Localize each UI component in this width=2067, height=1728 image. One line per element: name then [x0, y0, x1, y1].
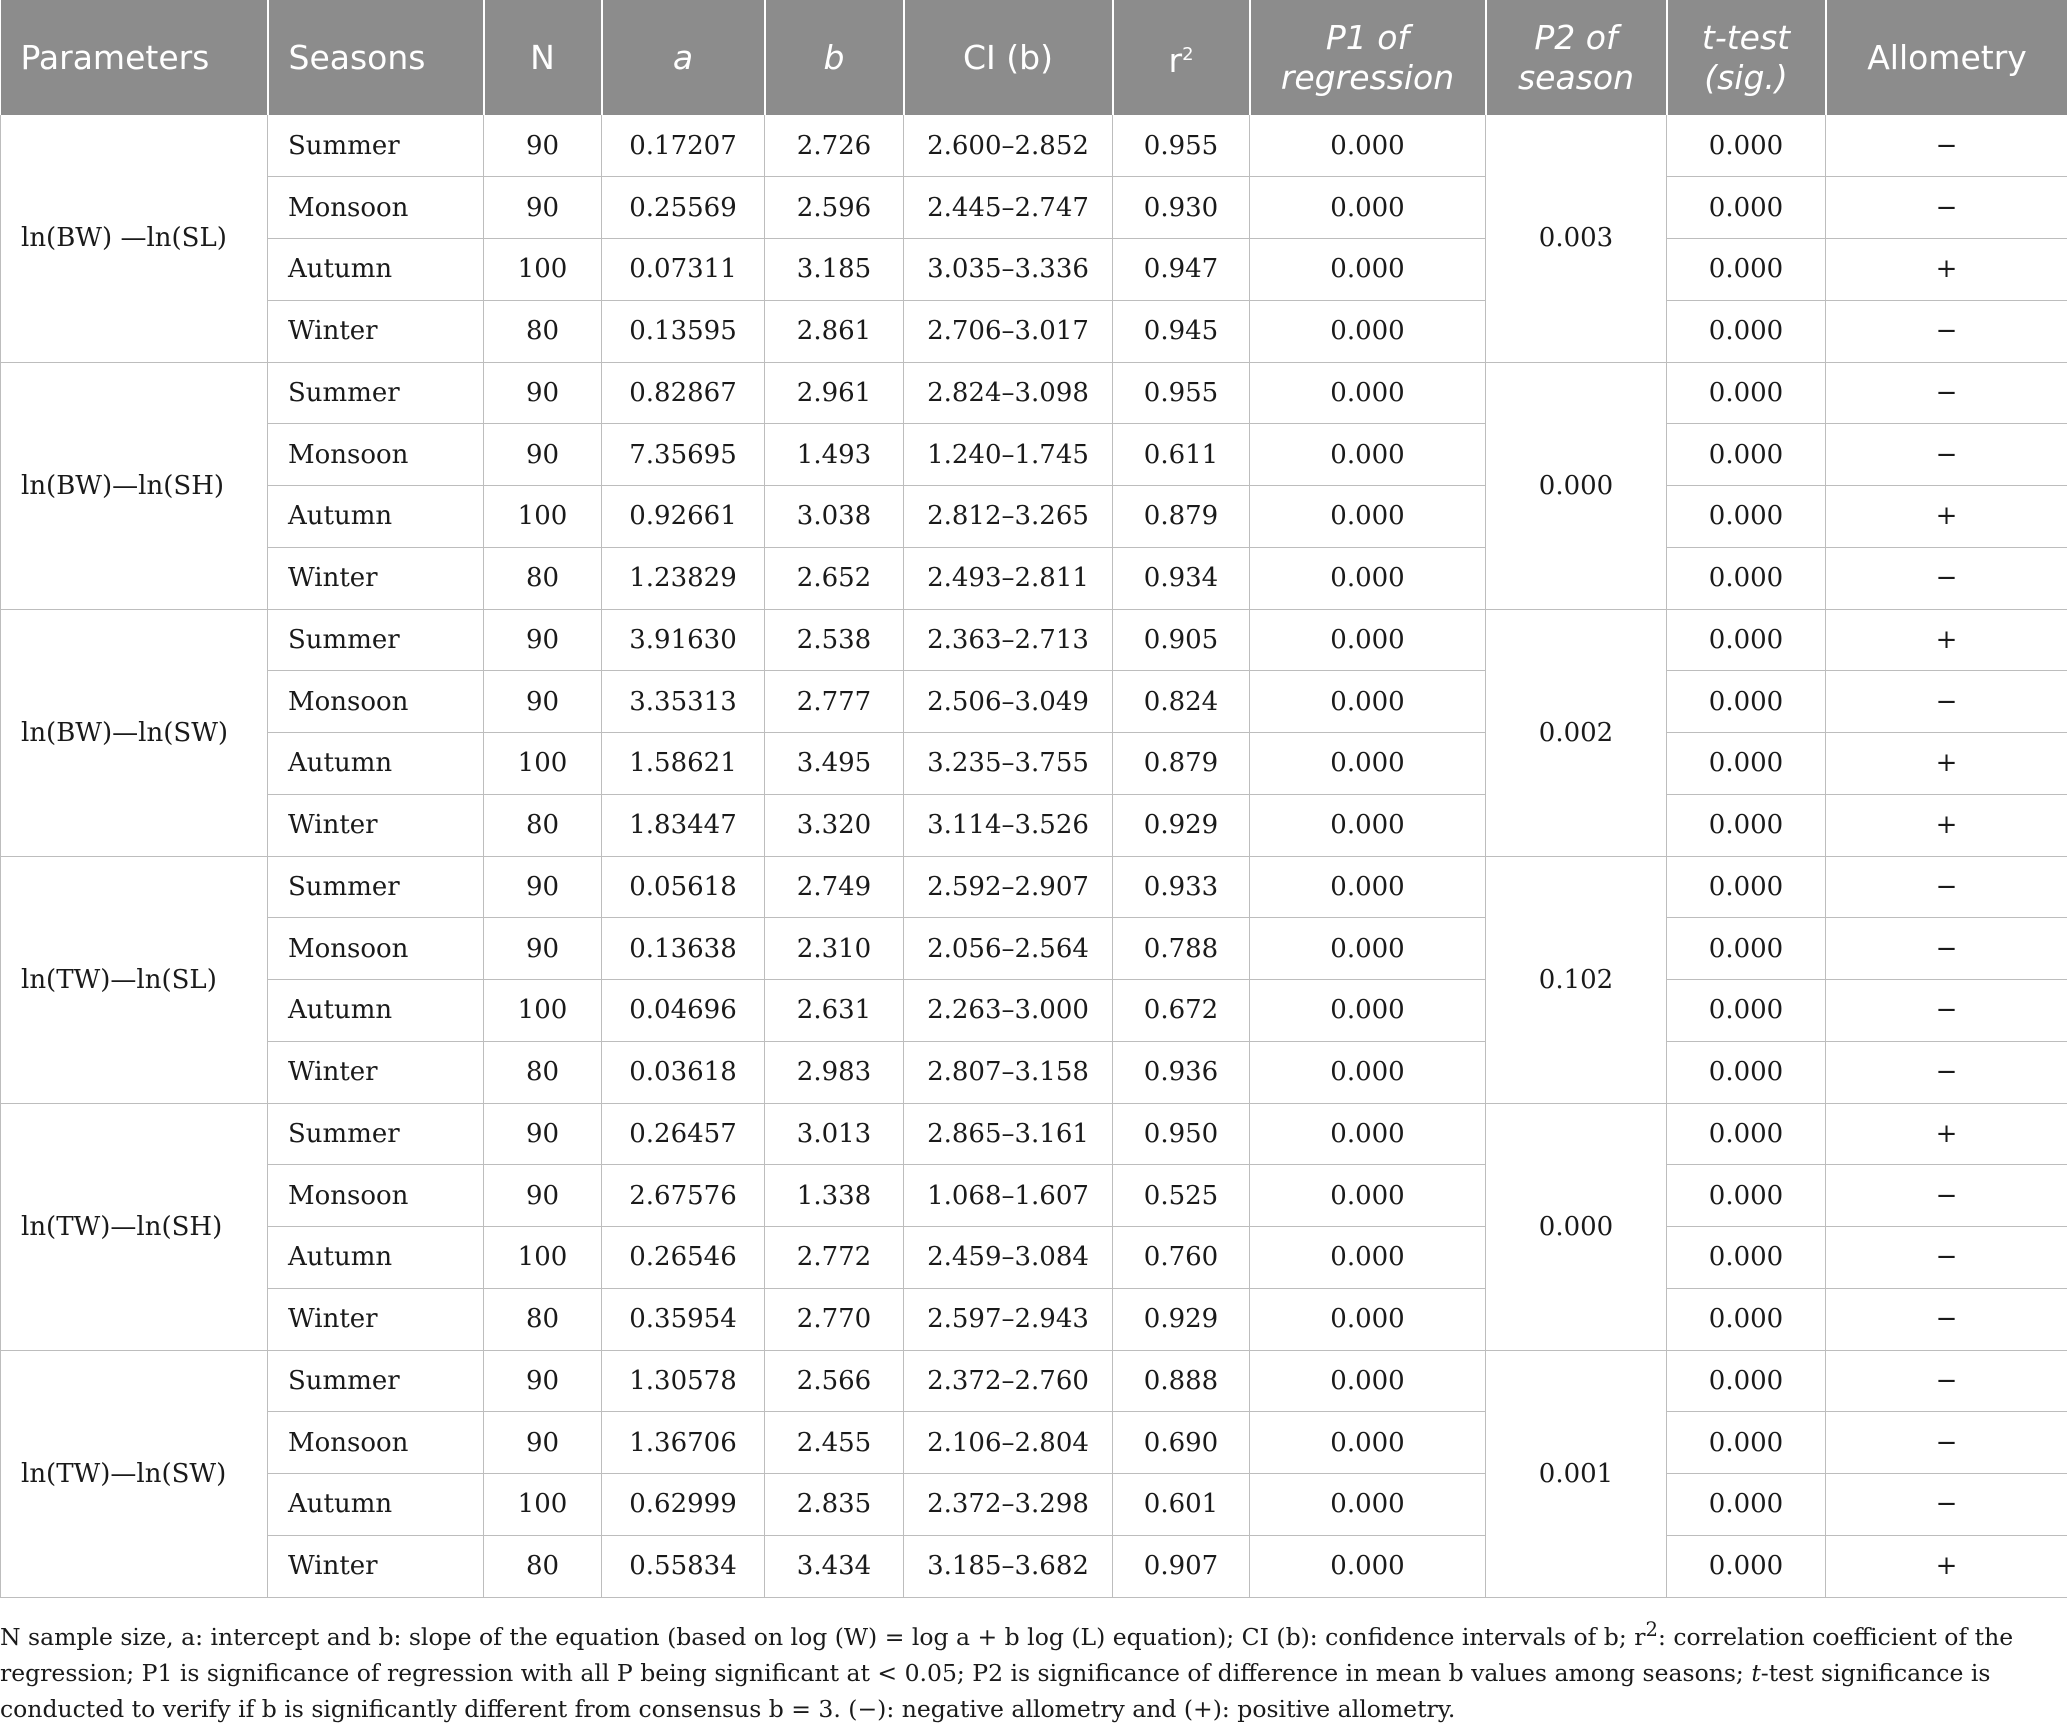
- footnote-italic: t: [1751, 1658, 1761, 1687]
- table-row: [1, 671, 2067, 733]
- p1-cell: 0.000: [1250, 733, 1486, 795]
- allometry-cell: −: [1826, 1288, 2067, 1350]
- r2-cell: 0.945: [1113, 300, 1250, 362]
- p2-cell: 0.001: [1486, 1350, 1667, 1597]
- season-cell: Summer: [268, 362, 484, 424]
- a-cell: 0.92661: [602, 486, 765, 548]
- ttest-cell: 0.000: [1667, 856, 1826, 918]
- header-ttest-line2: (sig.): [1704, 57, 1788, 97]
- season-cell: Autumn: [268, 486, 484, 548]
- season-cell: Autumn: [268, 1474, 484, 1536]
- allometry-cell: −: [1826, 918, 2067, 980]
- table-row: [1, 1350, 2067, 1412]
- season-cell: Summer: [268, 1103, 484, 1165]
- allometry-cell: −: [1826, 1412, 2067, 1474]
- r2-cell: 0.824: [1113, 671, 1250, 733]
- ci-cell: 2.506–3.049: [904, 671, 1113, 733]
- ci-cell: 2.106–2.804: [904, 1412, 1113, 1474]
- allometry-cell: +: [1826, 1103, 2067, 1165]
- ci-cell: 2.592–2.907: [904, 856, 1113, 918]
- a-cell: 0.07311: [602, 239, 765, 301]
- n-cell: 100: [484, 980, 602, 1042]
- a-cell: 0.82867: [602, 362, 765, 424]
- n-cell: 90: [484, 115, 602, 177]
- b-cell: 3.038: [765, 486, 904, 548]
- p1-cell: 0.000: [1250, 1350, 1486, 1412]
- ci-cell: 2.807–3.158: [904, 1041, 1113, 1103]
- footnote-part1: N sample size, a: intercept and b: slope of the equation (based on log (W) = log a + b log (L) equation); CI (b): confidence intervals of b; r: [0, 1622, 1646, 1651]
- allometry-cell: −: [1826, 1041, 2067, 1103]
- b-cell: 3.434: [765, 1535, 904, 1597]
- season-cell: Winter: [268, 547, 484, 609]
- n-cell: 100: [484, 1227, 602, 1289]
- allometry-cell: +: [1826, 609, 2067, 671]
- allometry-cell: −: [1826, 362, 2067, 424]
- a-cell: 0.05618: [602, 856, 765, 918]
- p1-cell: 0.000: [1250, 115, 1486, 177]
- p2-cell: 0.102: [1486, 856, 1667, 1103]
- ttest-cell: 0.000: [1667, 671, 1826, 733]
- n-cell: 80: [484, 1288, 602, 1350]
- r2-cell: 0.955: [1113, 362, 1250, 424]
- n-cell: 90: [484, 177, 602, 239]
- b-cell: 2.961: [765, 362, 904, 424]
- parameter-cell: ln(BW)—ln(SW): [1, 609, 268, 856]
- r2-cell: 0.525: [1113, 1165, 1250, 1227]
- table-row: [1, 733, 2067, 795]
- ttest-cell: 0.000: [1667, 547, 1826, 609]
- b-cell: 3.185: [765, 239, 904, 301]
- a-cell: 1.30578: [602, 1350, 765, 1412]
- b-cell: 2.566: [765, 1350, 904, 1412]
- r2-cell: 0.929: [1113, 794, 1250, 856]
- ci-cell: 2.056–2.564: [904, 918, 1113, 980]
- footnote-part2: : correlation coefficient of the regression; P1 is significance of regression with all P being significant at < 0.05; P2 is significance of difference in mean b values among seasons;: [0, 1622, 2014, 1687]
- footnote-part3: -test significance is conducted to verify if b is significantly different from consensus b = 3. (−): negative allometry and (+): positive allometry.: [0, 1658, 1991, 1723]
- p1-cell: 0.000: [1250, 300, 1486, 362]
- ttest-cell: 0.000: [1667, 300, 1826, 362]
- n-cell: 100: [484, 733, 602, 795]
- season-cell: Summer: [268, 115, 484, 177]
- a-cell: 7.35695: [602, 424, 765, 486]
- table-row: [1, 300, 2067, 362]
- r2-cell: 0.879: [1113, 733, 1250, 795]
- r2-cell: 0.950: [1113, 1103, 1250, 1165]
- r2-cell: 0.788: [1113, 918, 1250, 980]
- r2-cell: 0.936: [1113, 1041, 1250, 1103]
- a-cell: 0.26546: [602, 1227, 765, 1289]
- a-cell: 0.25569: [602, 177, 765, 239]
- n-cell: 100: [484, 486, 602, 548]
- n-cell: 90: [484, 1412, 602, 1474]
- header-p2-line1: P2 of: [1534, 17, 1618, 57]
- b-cell: 3.320: [765, 794, 904, 856]
- ttest-cell: 0.000: [1667, 609, 1826, 671]
- a-cell: 0.26457: [602, 1103, 765, 1165]
- a-cell: 1.36706: [602, 1412, 765, 1474]
- b-cell: 2.310: [765, 918, 904, 980]
- header-a: a: [602, 0, 765, 115]
- allometry-cell: −: [1826, 177, 2067, 239]
- header-allometry: Allometry: [1826, 0, 2067, 115]
- header-p1-line2: regression: [1280, 57, 1455, 97]
- r2-cell: 0.690: [1113, 1412, 1250, 1474]
- ttest-cell: 0.000: [1667, 486, 1826, 548]
- season-cell: Summer: [268, 856, 484, 918]
- header-p2: [1486, 0, 1667, 115]
- a-cell: 0.04696: [602, 980, 765, 1042]
- ttest-cell: 0.000: [1667, 1227, 1826, 1289]
- p2-cell: 0.002: [1486, 609, 1667, 856]
- b-cell: 2.538: [765, 609, 904, 671]
- n-cell: 100: [484, 1474, 602, 1536]
- a-cell: 1.83447: [602, 794, 765, 856]
- r2-cell: 0.611: [1113, 424, 1250, 486]
- allometry-cell: −: [1826, 424, 2067, 486]
- season-cell: Monsoon: [268, 177, 484, 239]
- p1-cell: 0.000: [1250, 1165, 1486, 1227]
- ci-cell: 2.445–2.747: [904, 177, 1113, 239]
- header-r2-sup: 2: [1182, 43, 1194, 65]
- allometry-cell: −: [1826, 856, 2067, 918]
- p2-cell: 0.000: [1486, 1103, 1667, 1350]
- ttest-cell: 0.000: [1667, 1288, 1826, 1350]
- p1-cell: 0.000: [1250, 1535, 1486, 1597]
- ttest-cell: 0.000: [1667, 794, 1826, 856]
- ttest-cell: 0.000: [1667, 980, 1826, 1042]
- header-p2-line2: season: [1517, 57, 1634, 97]
- a-cell: 0.13638: [602, 918, 765, 980]
- season-cell: Winter: [268, 1535, 484, 1597]
- ci-cell: 2.493–2.811: [904, 547, 1113, 609]
- b-cell: 3.495: [765, 733, 904, 795]
- n-cell: 80: [484, 1535, 602, 1597]
- a-cell: 0.62999: [602, 1474, 765, 1536]
- b-cell: 2.770: [765, 1288, 904, 1350]
- ci-cell: 2.372–3.298: [904, 1474, 1113, 1536]
- b-cell: 2.652: [765, 547, 904, 609]
- ttest-cell: 0.000: [1667, 1474, 1826, 1536]
- allometry-cell: −: [1826, 671, 2067, 733]
- table-row: [1, 1288, 2067, 1350]
- n-cell: 90: [484, 856, 602, 918]
- table-header: [1, 0, 2067, 115]
- a-cell: 0.13595: [602, 300, 765, 362]
- allometry-cell: +: [1826, 794, 2067, 856]
- table-row: [1, 918, 2067, 980]
- p1-cell: 0.000: [1250, 671, 1486, 733]
- b-cell: 2.772: [765, 1227, 904, 1289]
- allometry-cell: −: [1826, 300, 2067, 362]
- header-row: [1, 0, 2067, 115]
- p1-cell: 0.000: [1250, 424, 1486, 486]
- r2-cell: 0.933: [1113, 856, 1250, 918]
- r2-cell: 0.907: [1113, 1535, 1250, 1597]
- r2-cell: 0.888: [1113, 1350, 1250, 1412]
- ttest-cell: 0.000: [1667, 239, 1826, 301]
- ttest-cell: 0.000: [1667, 918, 1826, 980]
- allometry-cell: +: [1826, 733, 2067, 795]
- ttest-cell: 0.000: [1667, 1535, 1826, 1597]
- header-ttest-line1: t-test: [1701, 17, 1791, 57]
- p1-cell: 0.000: [1250, 1227, 1486, 1289]
- header-n: N: [484, 0, 602, 115]
- header-p1-line1: P1 of: [1325, 17, 1410, 57]
- allometry-cell: −: [1826, 980, 2067, 1042]
- parameter-cell: ln(BW)—ln(SH): [1, 362, 268, 609]
- table-row: [1, 1412, 2067, 1474]
- allometry-cell: −: [1826, 1165, 2067, 1227]
- b-cell: 2.749: [765, 856, 904, 918]
- ci-cell: 2.706–3.017: [904, 300, 1113, 362]
- allometry-cell: +: [1826, 486, 2067, 548]
- header-r2: [1113, 0, 1250, 115]
- b-cell: 2.455: [765, 1412, 904, 1474]
- season-cell: Winter: [268, 1041, 484, 1103]
- n-cell: 90: [484, 424, 602, 486]
- n-cell: 90: [484, 1350, 602, 1412]
- r2-cell: 0.905: [1113, 609, 1250, 671]
- parameter-cell: ln(BW) —ln(SL): [1, 115, 268, 362]
- b-cell: 1.338: [765, 1165, 904, 1227]
- allometry-cell: −: [1826, 1227, 2067, 1289]
- a-cell: 0.17207: [602, 115, 765, 177]
- ci-cell: 2.459–3.084: [904, 1227, 1113, 1289]
- table-body: [1, 115, 2067, 1597]
- b-cell: 3.013: [765, 1103, 904, 1165]
- table-row: [1, 1041, 2067, 1103]
- season-cell: Autumn: [268, 239, 484, 301]
- a-cell: 2.67576: [602, 1165, 765, 1227]
- ci-cell: 2.372–2.760: [904, 1350, 1113, 1412]
- header-ci: CI (b): [904, 0, 1113, 115]
- table-row: [1, 362, 2067, 424]
- p1-cell: 0.000: [1250, 918, 1486, 980]
- ci-cell: 3.235–3.755: [904, 733, 1113, 795]
- season-cell: Monsoon: [268, 1165, 484, 1227]
- p1-cell: 0.000: [1250, 609, 1486, 671]
- table-row: [1, 794, 2067, 856]
- a-cell: 0.35954: [602, 1288, 765, 1350]
- ttest-cell: 0.000: [1667, 115, 1826, 177]
- p1-cell: 0.000: [1250, 486, 1486, 548]
- table-row: [1, 239, 2067, 301]
- p1-cell: 0.000: [1250, 794, 1486, 856]
- table-row: [1, 486, 2067, 548]
- b-cell: 1.493: [765, 424, 904, 486]
- ci-cell: 1.240–1.745: [904, 424, 1113, 486]
- a-cell: 0.55834: [602, 1535, 765, 1597]
- a-cell: 0.03618: [602, 1041, 765, 1103]
- b-cell: 2.861: [765, 300, 904, 362]
- p1-cell: 0.000: [1250, 1041, 1486, 1103]
- season-cell: Autumn: [268, 980, 484, 1042]
- ci-cell: 3.035–3.336: [904, 239, 1113, 301]
- ttest-cell: 0.000: [1667, 362, 1826, 424]
- allometry-cell: +: [1826, 1535, 2067, 1597]
- ttest-cell: 0.000: [1667, 177, 1826, 239]
- table-row: [1, 547, 2067, 609]
- ttest-cell: 0.000: [1667, 733, 1826, 795]
- ttest-cell: 0.000: [1667, 1041, 1826, 1103]
- ci-cell: 3.114–3.526: [904, 794, 1113, 856]
- allometry-cell: −: [1826, 1474, 2067, 1536]
- season-cell: Summer: [268, 1350, 484, 1412]
- p1-cell: 0.000: [1250, 362, 1486, 424]
- season-cell: Autumn: [268, 733, 484, 795]
- p1-cell: 0.000: [1250, 547, 1486, 609]
- table-row: [1, 115, 2067, 177]
- n-cell: 90: [484, 671, 602, 733]
- r2-cell: 0.601: [1113, 1474, 1250, 1536]
- season-cell: Monsoon: [268, 918, 484, 980]
- table-row: [1, 856, 2067, 918]
- header-parameters: Parameters: [1, 0, 268, 115]
- season-cell: Monsoon: [268, 1412, 484, 1474]
- ci-cell: 2.812–3.265: [904, 486, 1113, 548]
- season-cell: Monsoon: [268, 671, 484, 733]
- p2-cell: 0.003: [1486, 115, 1667, 362]
- ttest-cell: 0.000: [1667, 1103, 1826, 1165]
- n-cell: 100: [484, 239, 602, 301]
- allometry-cell: −: [1826, 1350, 2067, 1412]
- n-cell: 90: [484, 362, 602, 424]
- p1-cell: 0.000: [1250, 239, 1486, 301]
- table-row: [1, 1535, 2067, 1597]
- ci-cell: 2.865–3.161: [904, 1103, 1113, 1165]
- ci-cell: 2.597–2.943: [904, 1288, 1113, 1350]
- p1-cell: 0.000: [1250, 1474, 1486, 1536]
- r2-cell: 0.879: [1113, 486, 1250, 548]
- r2-cell: 0.955: [1113, 115, 1250, 177]
- season-cell: Winter: [268, 794, 484, 856]
- n-cell: 90: [484, 918, 602, 980]
- r2-cell: 0.760: [1113, 1227, 1250, 1289]
- ci-cell: 2.363–2.713: [904, 609, 1113, 671]
- n-cell: 80: [484, 1041, 602, 1103]
- season-cell: Autumn: [268, 1227, 484, 1289]
- table-row: [1, 424, 2067, 486]
- n-cell: 80: [484, 547, 602, 609]
- allometry-cell: +: [1826, 239, 2067, 301]
- b-cell: 2.596: [765, 177, 904, 239]
- header-p1: [1250, 0, 1486, 115]
- ci-cell: 2.600–2.852: [904, 115, 1113, 177]
- r2-cell: 0.934: [1113, 547, 1250, 609]
- a-cell: 1.58621: [602, 733, 765, 795]
- ci-cell: 2.263–3.000: [904, 980, 1113, 1042]
- b-cell: 2.631: [765, 980, 904, 1042]
- n-cell: 80: [484, 300, 602, 362]
- header-b: b: [765, 0, 904, 115]
- n-cell: 90: [484, 609, 602, 671]
- ttest-cell: 0.000: [1667, 1165, 1826, 1227]
- p1-cell: 0.000: [1250, 1412, 1486, 1474]
- ci-cell: 1.068–1.607: [904, 1165, 1113, 1227]
- a-cell: 3.91630: [602, 609, 765, 671]
- b-cell: 2.777: [765, 671, 904, 733]
- season-cell: Winter: [268, 1288, 484, 1350]
- b-cell: 2.835: [765, 1474, 904, 1536]
- r2-cell: 0.672: [1113, 980, 1250, 1042]
- p1-cell: 0.000: [1250, 1103, 1486, 1165]
- footnote-sup: 2: [1645, 1618, 1658, 1641]
- r2-cell: 0.947: [1113, 239, 1250, 301]
- table-row: [1, 980, 2067, 1042]
- table-row: [1, 609, 2067, 671]
- table-footnote: [0, 1612, 2040, 1727]
- parameter-cell: ln(TW)—ln(SL): [1, 856, 268, 1103]
- ttest-cell: 0.000: [1667, 1412, 1826, 1474]
- header-r2-base: r: [1168, 40, 1183, 80]
- n-cell: 90: [484, 1103, 602, 1165]
- table-row: [1, 1474, 2067, 1536]
- p1-cell: 0.000: [1250, 980, 1486, 1042]
- p1-cell: 0.000: [1250, 1288, 1486, 1350]
- r2-cell: 0.929: [1113, 1288, 1250, 1350]
- p1-cell: 0.000: [1250, 177, 1486, 239]
- table-row: [1, 1103, 2067, 1165]
- a-cell: 3.35313: [602, 671, 765, 733]
- p2-cell: 0.000: [1486, 362, 1667, 609]
- header-ttest: [1667, 0, 1826, 115]
- season-cell: Summer: [268, 609, 484, 671]
- parameter-cell: ln(TW)—ln(SW): [1, 1350, 268, 1597]
- season-cell: Winter: [268, 300, 484, 362]
- table-row: [1, 1165, 2067, 1227]
- n-cell: 90: [484, 1165, 602, 1227]
- b-cell: 2.726: [765, 115, 904, 177]
- table-row: [1, 177, 2067, 239]
- parameter-cell: ln(TW)—ln(SH): [1, 1103, 268, 1350]
- b-cell: 2.983: [765, 1041, 904, 1103]
- allometry-cell: −: [1826, 115, 2067, 177]
- ttest-cell: 0.000: [1667, 424, 1826, 486]
- p1-cell: 0.000: [1250, 856, 1486, 918]
- ci-cell: 2.824–3.098: [904, 362, 1113, 424]
- ttest-cell: 0.000: [1667, 1350, 1826, 1412]
- n-cell: 80: [484, 794, 602, 856]
- header-seasons: Seasons: [268, 0, 484, 115]
- allometry-cell: −: [1826, 547, 2067, 609]
- season-cell: Monsoon: [268, 424, 484, 486]
- r2-cell: 0.930: [1113, 177, 1250, 239]
- ci-cell: 3.185–3.682: [904, 1535, 1113, 1597]
- table-row: [1, 1227, 2067, 1289]
- a-cell: 1.23829: [602, 547, 765, 609]
